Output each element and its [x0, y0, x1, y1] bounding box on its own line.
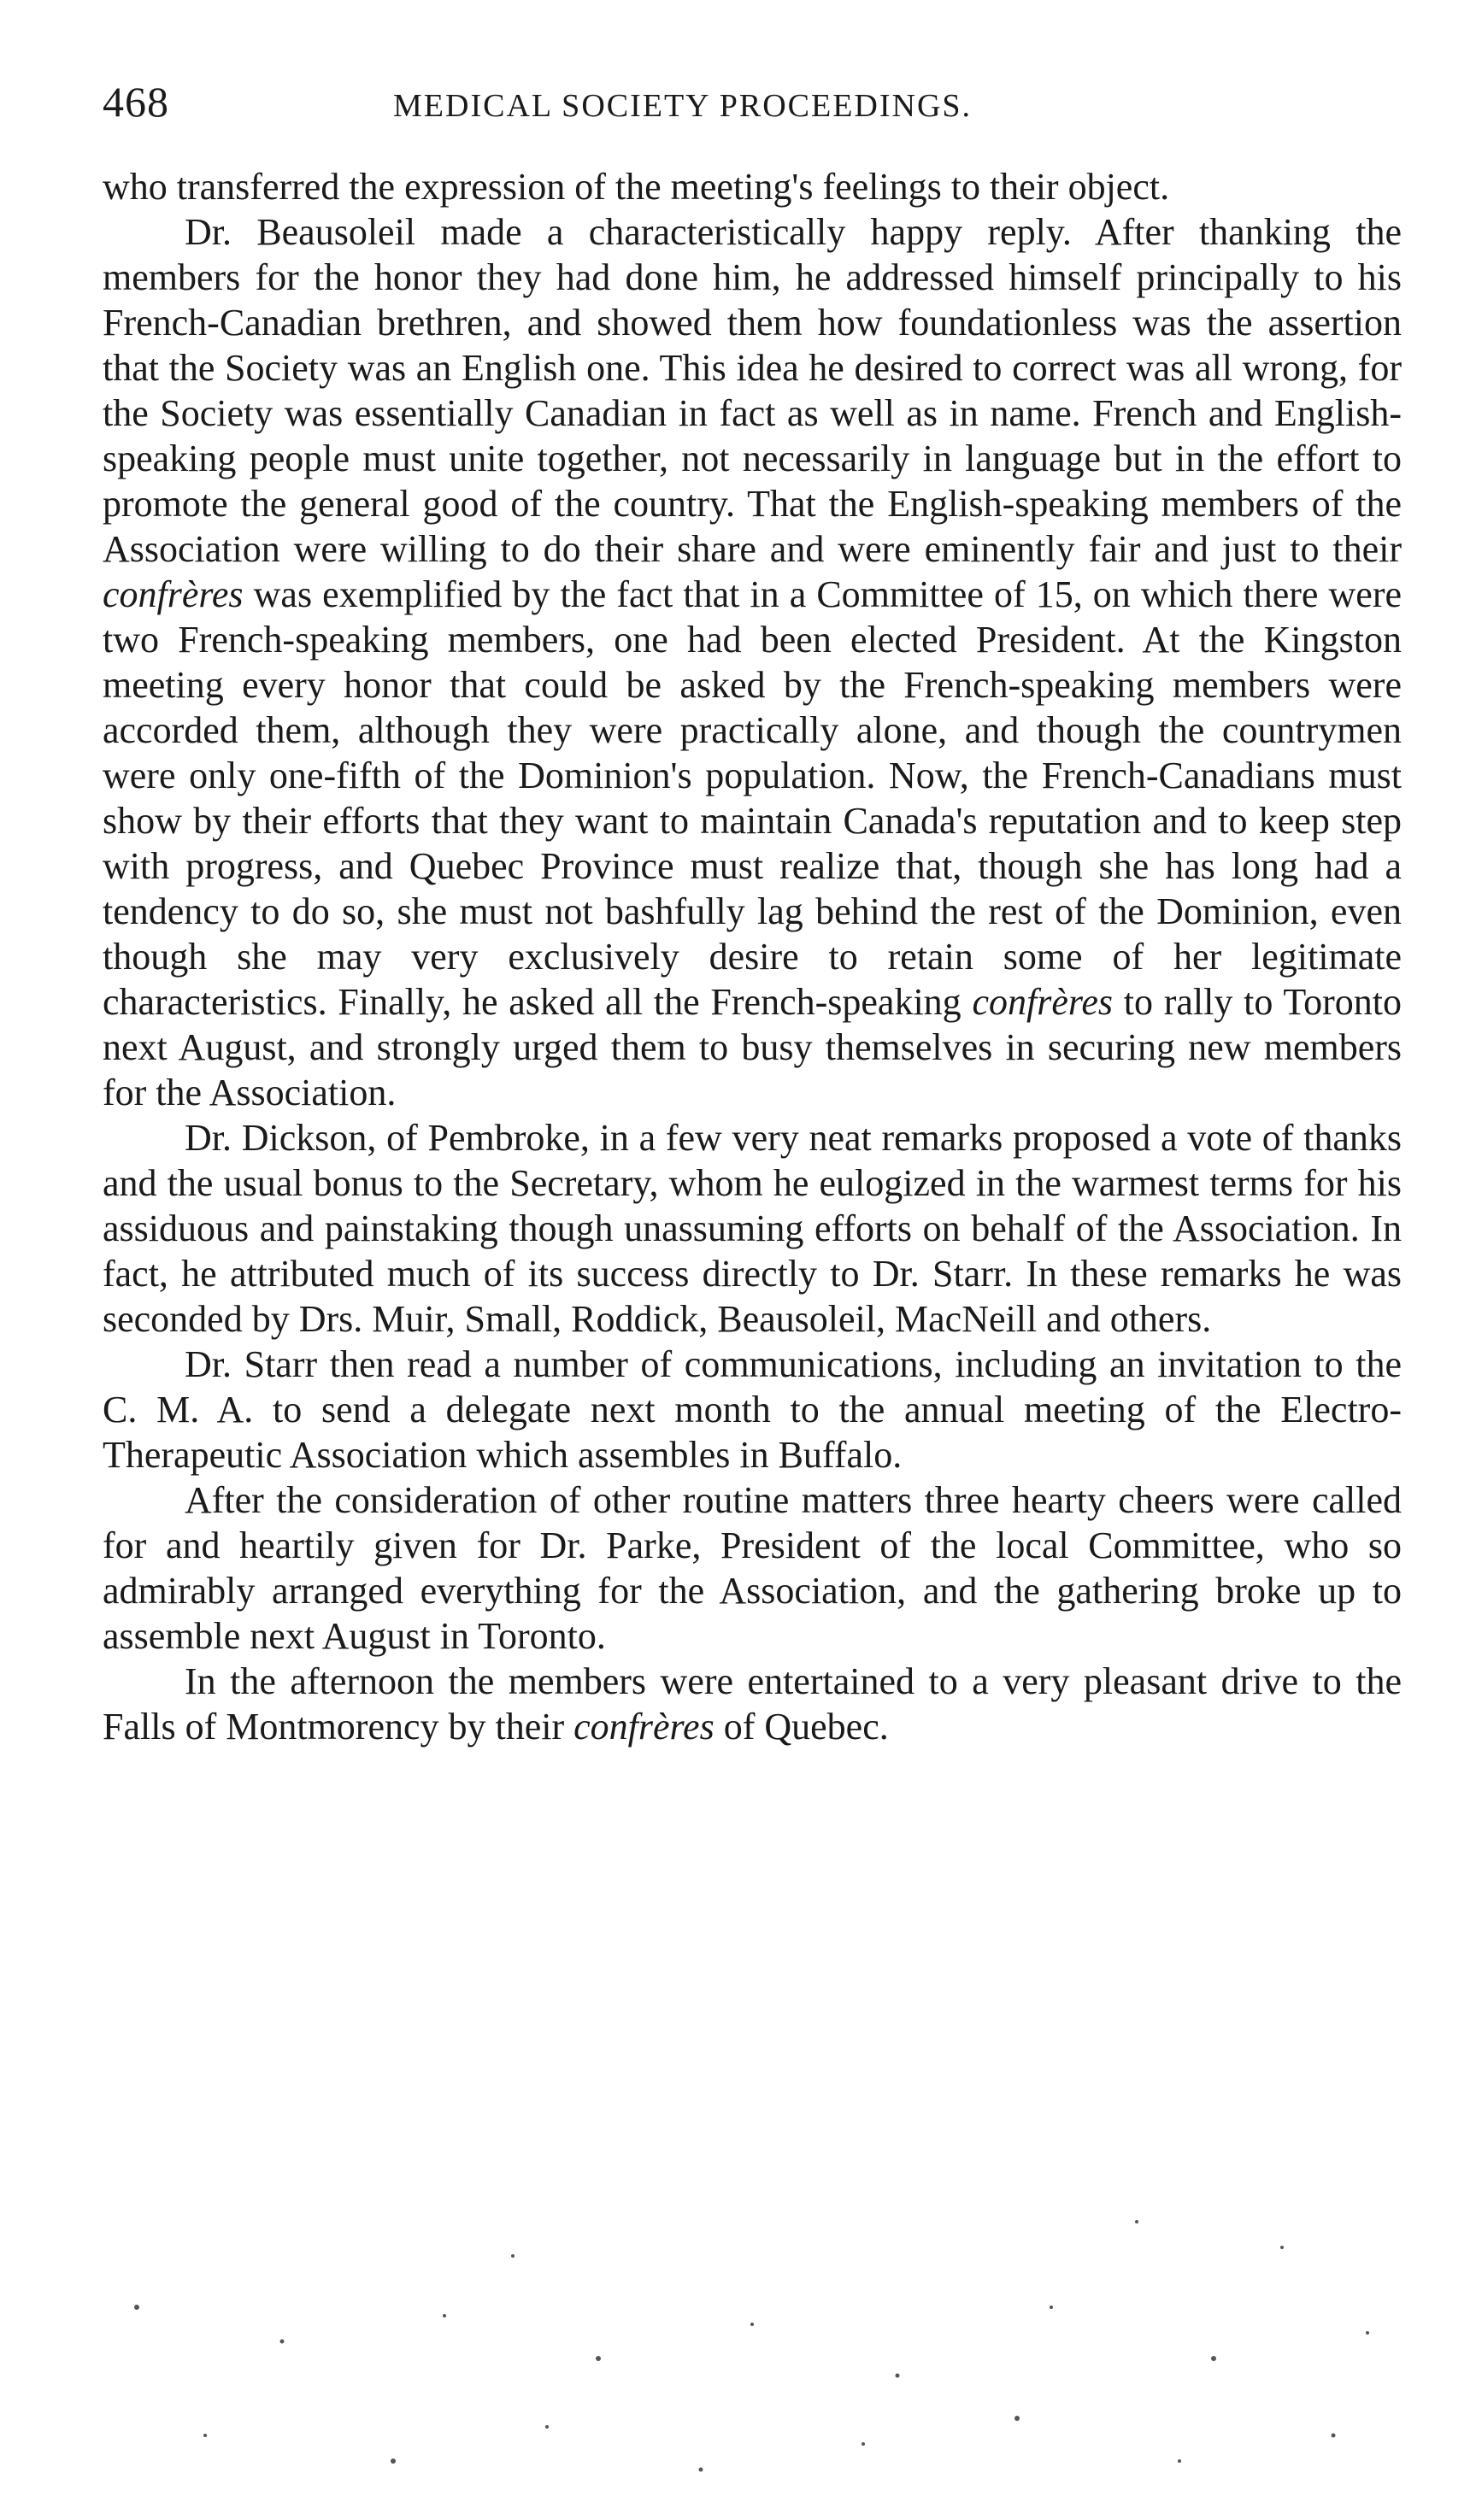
- article-body: [103, 164, 1402, 1749]
- page-number: 468: [103, 78, 169, 126]
- book-page: [103, 77, 1402, 1749]
- text-run: Dr. Beausoleil made a characteristically happy reply. After thanking the members for the honor they had done him, he addressed himself principally to his French-Canadian brethren, and showed them how foundationless was the assertion that the Society was an English one. This idea he desired to correct was all wrong, for the Society was essentially Canadian in fact as well as in name. French and English-speaking people must unite together, not necessarily in language but in the effort to promote the general good of the country. That the English-speaking members of the Association were willing to do their share and were eminently fair and just to their: [103, 211, 1402, 570]
- text-run: to rally to Toronto next August, and strongly urged them to busy themselves in securing new members for the Association.: [103, 981, 1403, 1113]
- paragraph: [103, 1477, 1402, 1659]
- text-run: In the afternoon the members were entertained to a very pleasant drive to the Falls of Montmorency by their: [103, 1660, 1402, 1748]
- paragraph: [103, 1659, 1402, 1749]
- text-run: After the consideration of other routine matters three hearty cheers were called for and heartily given for Dr. Parke, President of the local Committee, who so admirably arranged everything for the Association, and the gathering broke up to assemble next August in Toronto.: [103, 1479, 1402, 1657]
- paragraph: [103, 1115, 1402, 1342]
- italic-term: confrères: [103, 573, 244, 615]
- text-run: Dr. Starr then read a number of communications, including an invitation to the C. M. A. to send a delegate next month to the annual meeting of the Electro-Therapeutic Association which assembles in Buffalo.: [103, 1343, 1402, 1476]
- italic-term: confrères: [573, 1706, 715, 1748]
- italic-term: confrères: [972, 981, 1113, 1023]
- text-run: who transferred the expression of the meeting's feelings to their object.: [103, 166, 1170, 208]
- text-run: of Quebec.: [714, 1706, 889, 1748]
- running-head: MEDICAL SOCIETY PROCEEDINGS.: [393, 88, 973, 124]
- paragraph: [103, 164, 1402, 209]
- text-run: was exemplified by the fact that in a Committee of 15, on which there were two French-speaking members, one had been elected President. At the Kingston meeting every honor that could be asked by the French-speaking members were accorded them, although they were practically alone, and though the countrymen were only one-fifth of the Dominion's population. Now, the French-Canadians must show by their efforts that they want to maintain Canada's reputation and to keep step with progress, and Quebec Province must realize that, though she has long had a tendency to do so, she must not bashfully lag behind the rest of the Dominion, even though she may very exclusively desire to retain some of her legitimate characteristics. Finally, he asked all the French-speaking: [103, 573, 1402, 1023]
- paragraph: [103, 209, 1402, 1115]
- paragraph: [103, 1342, 1402, 1477]
- page-header: [103, 77, 1402, 128]
- text-run: Dr. Dickson, of Pembroke, in a few very neat remarks proposed a vote of thanks and the usual bonus to the Secretary, whom he eulogized in the warmest terms for his assiduous and painstaking though unassuming efforts on behalf of the Association. In fact, he attributed much of its success directly to Dr. Starr. In these remarks he was seconded by Drs. Muir, Small, Roddick, Beausoleil, MacNeill and others.: [103, 1117, 1402, 1340]
